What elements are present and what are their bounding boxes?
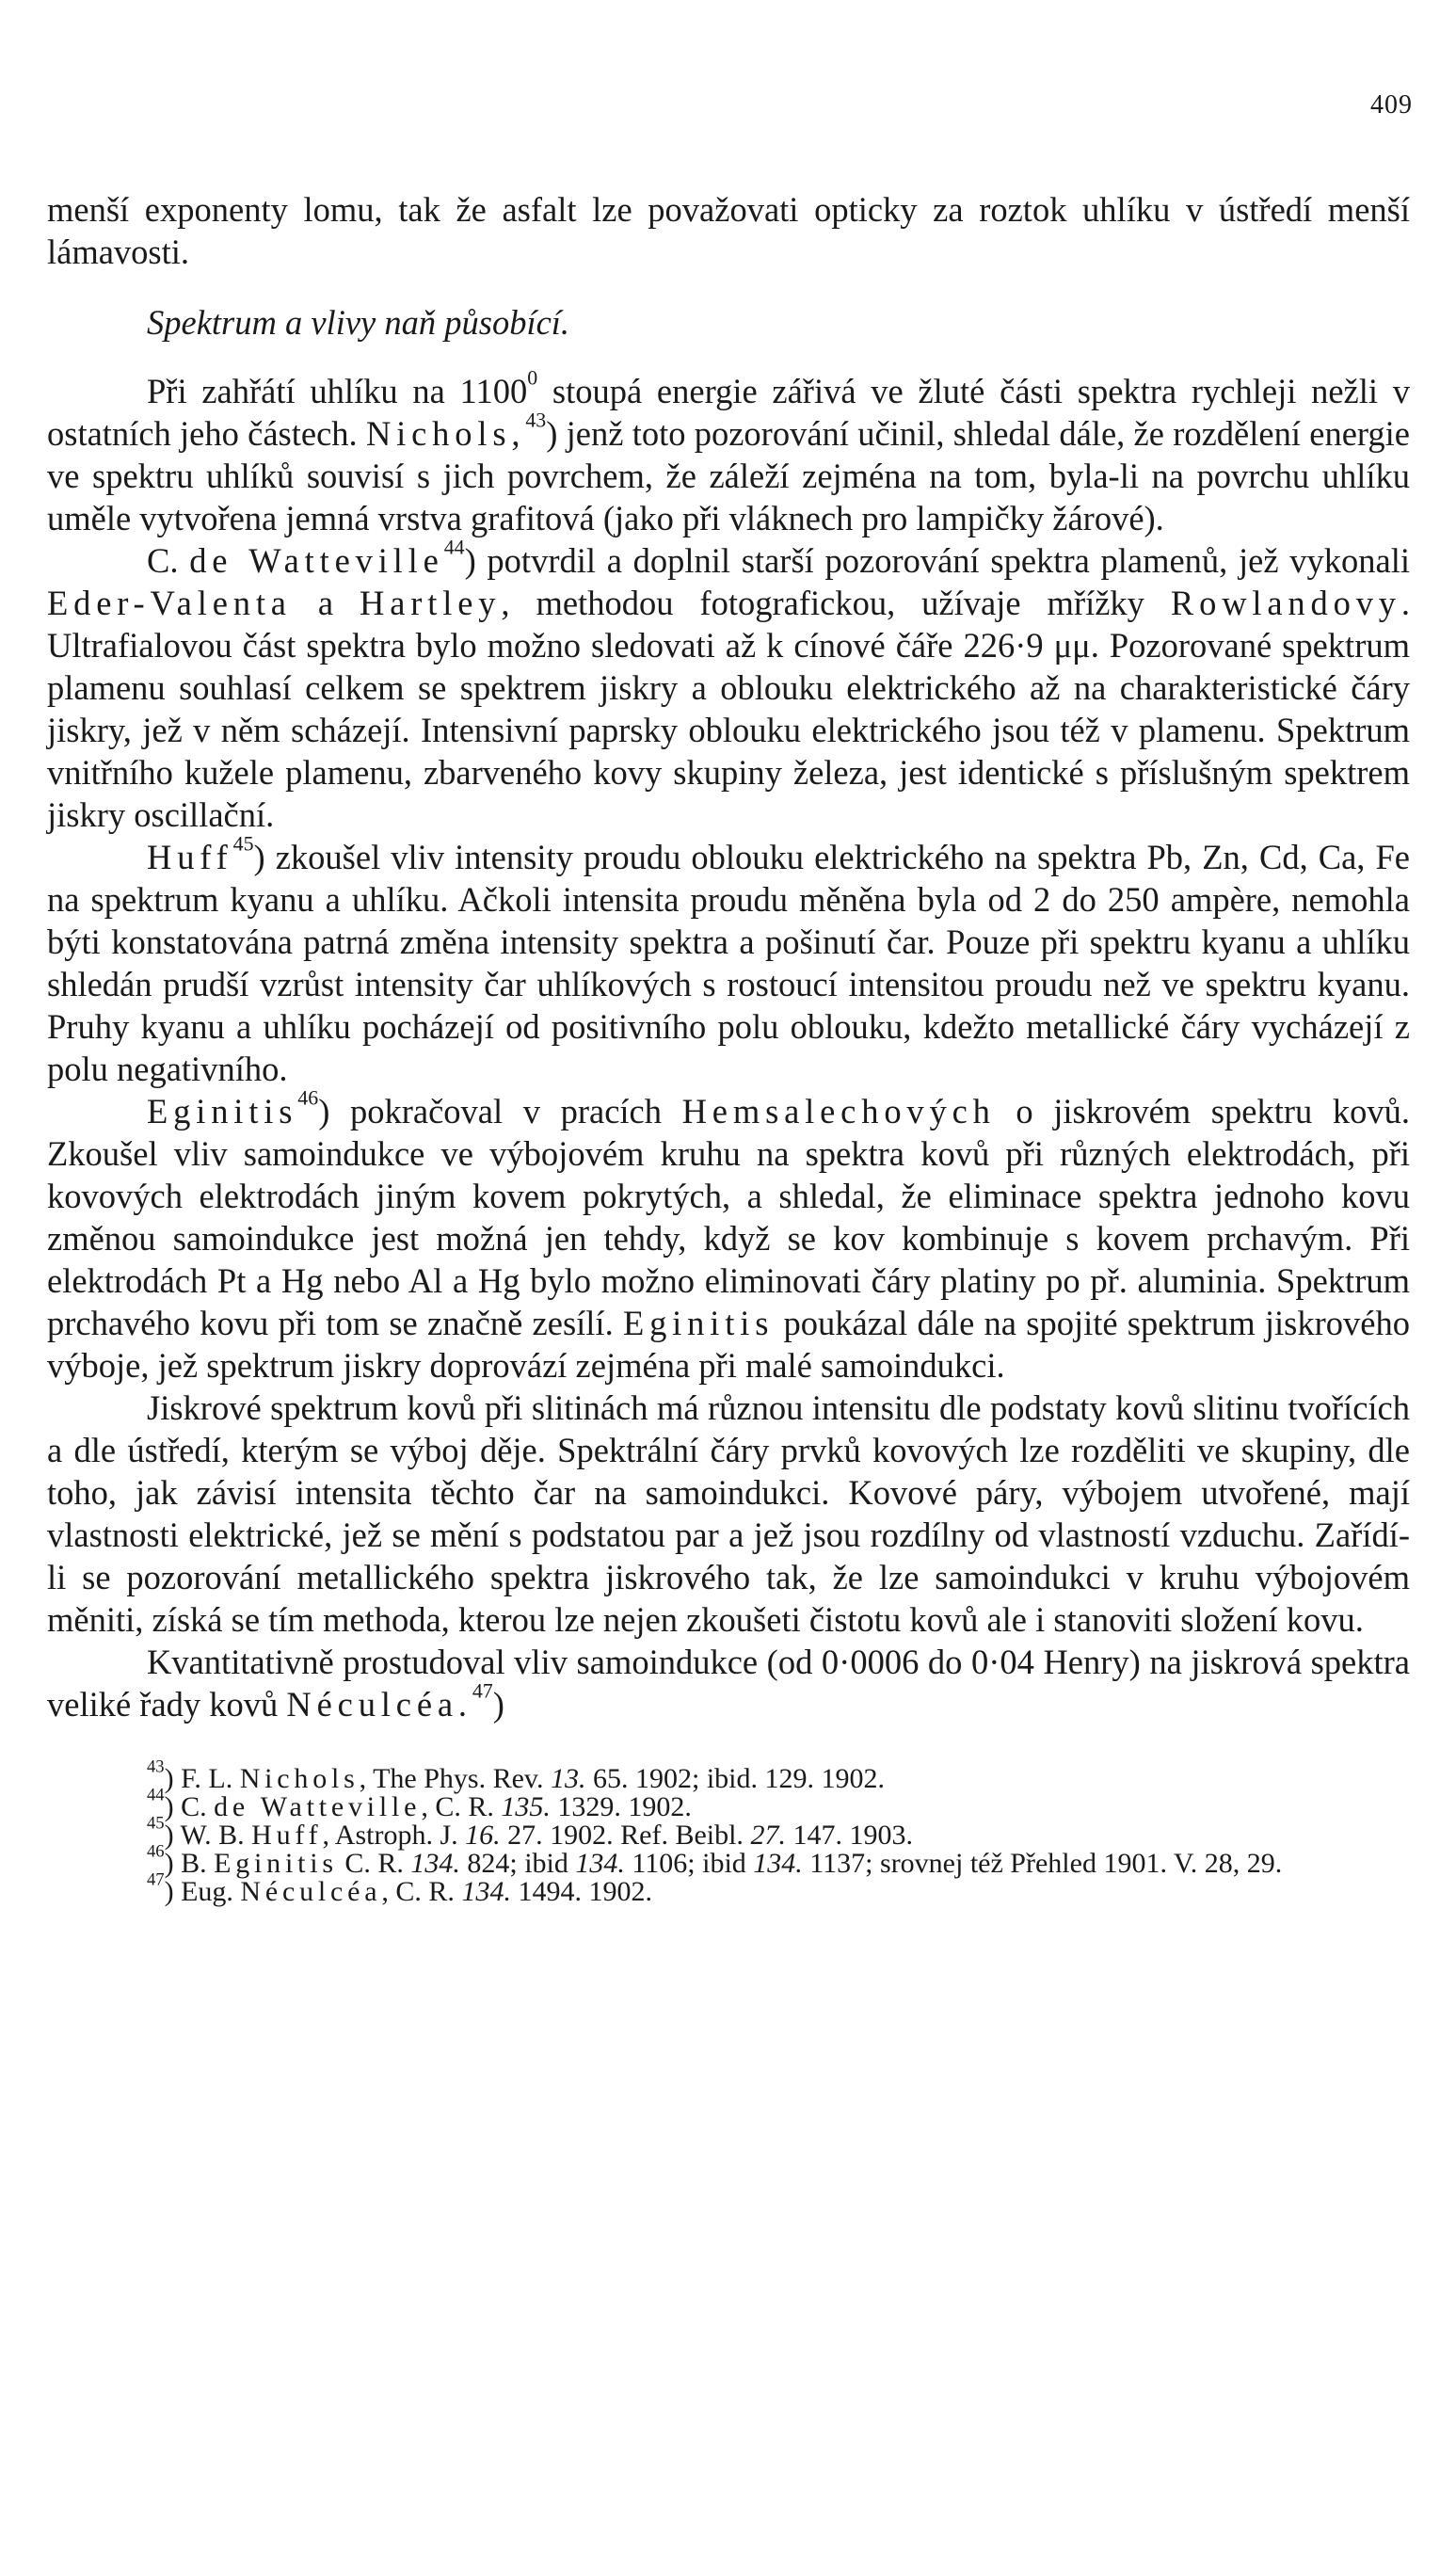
intro-paragraph: menší exponenty lomu, tak že asfalt lze považovati opticky za roztok uhlíku v ústředí menší lámavosti. <box>47 190 1410 271</box>
paragraph-eginitis: Eginitis$^{46}$) pokračoval v pracích Hemsalechových o jiskrovém spektru kovů. Zkoušel vliv samoindukce ve výbojovém kruhu na spektra kovů při různých elektrodách, při kovových elektrodách jiným kovem pokrytých, a shledal, že eliminace spektra jednoho kovu změnou samoindukce jest možná jen tehdy, když se kov kombinuje s kovem prchavým. Při elektrodách Pt a Hg nebo Al a Hg bylo možno eliminovati čáry platiny po př. aluminia. Spektrum prchavého kovu při tom se značně zesílí. Eginitis poukázal dále na spojité spektrum jiskrového výboje, jež spektrum jiskry doprovází zejména při malé samoindukci. <box>47 1085 1410 1385</box>
paragraph-nichols: Při zahřátí uhlíku na 1100$^0$ stoupá energie zářivá ve žluté části spektra rychleji nežli v ostatních jeho částech. Nichols,$^{43}$) jenž toto pozorování učinil, shledal dále, že rozdělení energie ve spektru uhlíků souvisí s jich povrchem, že záleží zejména na tom, byla-li na povrchu uhlíku uměle vytvořena jemná vrstva grafitová (jako při vláknech pro lampičky žárové). <box>47 365 1411 537</box>
author-name: Hemsalechových <box>681 1092 996 1131</box>
author-name: Eder-Valenta <box>47 584 292 622</box>
author-name: Nichols, <box>365 414 526 453</box>
paragraph-neculcea: Kvantitativně prostudoval vliv samoindukce (od 0·0006 do 0·04 Henry) na jiskrová spektra veliké řady kovů Néculcéa.$^{47}$) <box>47 1643 1410 1724</box>
footnote-ref: 46 <box>297 1085 319 1110</box>
author-name: Néculcéa. <box>286 1685 472 1724</box>
paragraph-watteville: C. de Watteville$^{44}$) potvrdil a doplnil starší pozorování spektra plamenů, jež vykonali Eder-Valenta a Hartley, methodou fotografickou, užívaje mřížky Rowlandovy. Ultrafialovou část spektra bylo možno sledovati až k cínové čáře 226·9 μμ. Pozorované spektrum plamenu souhlasí celkem se spektrem jiskry a oblouku elektrického až na charakteristické čáry jiskry, jež v něm scházejí. Intensivní paprsky oblouku elektrického jsou též v plamenu. Spektrum vnitřního kužele plamenu, zbarveného kovy skupiny železa, jest identické s příslušným spektrem jiskry oscillační. <box>47 535 1410 834</box>
footnote-ref: 44 <box>443 535 465 559</box>
footnote-46: $^{46}$) B. Eginitis C. R. 134. 824; ibid 134. 1106; ibid 134. 1137; srovnej též Přehled 1901. V. 28, 29. <box>147 1841 1283 1879</box>
author-name: Rowlandovy <box>1170 584 1401 622</box>
page-number: 409 <box>1370 90 1413 120</box>
author-name: Eginitis <box>147 1092 298 1131</box>
author-name: de Watteville <box>189 541 444 580</box>
footnote-ref: 43 <box>525 408 547 432</box>
author-name: Hartley <box>360 584 502 622</box>
paragraph-huff: Huff$^{45}$) zkoušel vliv intensity proudu oblouku elektrického na spektra Pb, Zn, Cd, Ca, Fe na spektrum kyanu a uhlíku. Ačkoli intensita proudu měněna byla od 2 do 250 ampère, nemohla býti konstatována patrná změna intensity spektra a pošinutí čar. Pouze při spektru kyanu a uhlíku shledán prudší vzrůst intensity čar uhlíkových s rostoucí intensitou proudu než ve spektru kyanu. Pruhy kyanu a uhlíku pocházejí od positivního polu oblouku, kdežto metallické čáry vycházejí z polu negativního. <box>47 831 1410 1088</box>
footnote-ref: 47 <box>472 1678 493 1703</box>
footnote-47: $^{47}$) Eug. Néculcéa, C. R. 134. 1494. 1902. <box>147 1869 652 1907</box>
footnotes <box>47 1756 1410 1907</box>
section-heading: Spektrum a vlivy naň působící. <box>147 303 570 342</box>
author-name: Eginitis <box>622 1304 775 1342</box>
author-name: Huff <box>147 838 233 876</box>
footnote-43: $^{43}$) F. L. Nichols, The Phys. Rev. 13. 65. 1902; ibid. 129. 1902. <box>147 1756 885 1794</box>
article-text <box>47 188 1410 1906</box>
footnote-ref: 45 <box>232 831 254 856</box>
degree-mark: 0 <box>527 365 538 390</box>
paragraph-alloys: Jiskrové spektrum kovů při slitinách má různou intensitu dle podstaty kovů slitinu tvořících a dle ústředí, kterým se výboj děje. Spektrální čáry prvků kovových lze rozděliti ve skupiny, dle toho, jak závisí intensita těchto čar na samoindukci. Kovové páry, výbojem utvořené, mají vlastnosti elektrické, jež se mění s podstatou par a jež jsou rozdílny od vlastností vzduchu. Zařídí-li se pozorování metallického spektra jiskrového tak, že lze samoindukci v kruhu výbojovém měniti, získá se tím methoda, kterou lze nejen zkoušeti čistotu kovů ale i stanoviti složení kovu. <box>47 1388 1410 1639</box>
footnote-44: $^{44}$) C. de Watteville, C. R. 135. 1329. 1902. <box>147 1785 692 1822</box>
footnote-45: $^{45}$) W. B. Huff, Astroph. J. 16. 27. 1902. Ref. Beibl. 27. 147. 1903. <box>147 1813 913 1851</box>
